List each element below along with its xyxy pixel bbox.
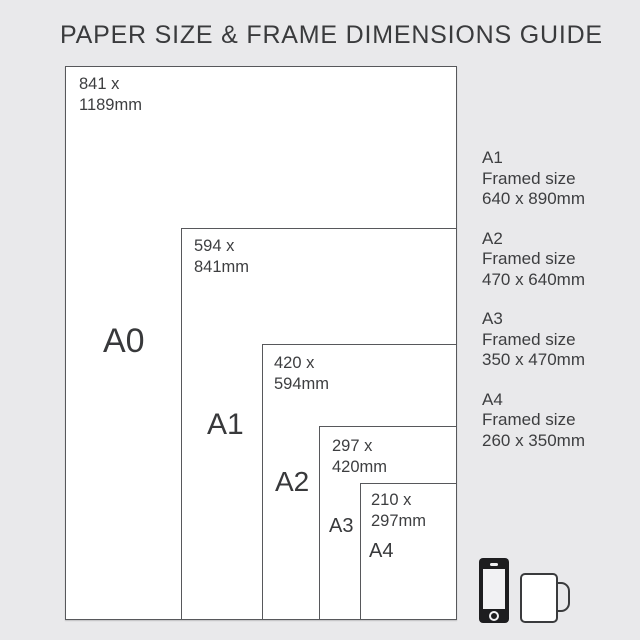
dimension-line: 1189mm	[79, 96, 142, 114]
smartphone-icon	[479, 558, 509, 623]
paper-dimensions-a0	[79, 74, 142, 116]
dimension-line: 210 x	[371, 491, 412, 509]
page-title: PAPER SIZE & FRAME DIMENSIONS GUIDE	[60, 21, 603, 49]
phone-speaker	[490, 563, 498, 566]
phone-home-button	[489, 611, 499, 621]
legend-framed-size-value: 350 x 470mm	[482, 350, 585, 369]
paper-dimensions-a4	[371, 490, 426, 532]
legend-size-label: A3	[482, 309, 503, 328]
paper-label-a3: A3	[329, 515, 354, 537]
legend-framed-size-value: 260 x 350mm	[482, 430, 585, 450]
paper-dimensions-a3	[332, 436, 387, 478]
legend-framed-size-text: Framed size	[482, 249, 576, 268]
paper-dimensions-a2	[274, 353, 329, 395]
legend-size-label: A2	[482, 228, 503, 248]
paper-dimensions-a1	[194, 236, 249, 278]
dimension-line: 594 x	[194, 237, 235, 255]
legend-framed-size-value: 640 x 890mm	[482, 189, 585, 208]
dimension-line: 841mm	[194, 258, 250, 276]
dimension-line: 297 x	[332, 437, 373, 455]
dimension-line: 594mm	[274, 375, 330, 393]
legend-item-a3	[482, 309, 585, 371]
legend-item-a2	[482, 229, 585, 291]
framed-size-legend	[482, 148, 585, 470]
legend-framed-size-text: Framed size	[482, 329, 576, 349]
paper-label-a1: A1	[207, 408, 244, 441]
paper-label-a4: A4	[369, 540, 394, 562]
dimension-line: 420 x	[274, 354, 315, 372]
legend-item-a4	[482, 390, 585, 452]
legend-framed-size-text: Framed size	[482, 410, 576, 429]
paper-label-a0: A0	[103, 322, 145, 360]
dimension-line: 420mm	[332, 458, 388, 476]
legend-size-label: A4	[482, 389, 503, 409]
legend-size-label: A1	[482, 148, 503, 167]
legend-item-a1	[482, 148, 585, 210]
dimension-line: 841 x	[79, 75, 120, 93]
dimension-line: 297mm	[371, 512, 427, 530]
mug-icon	[520, 573, 572, 623]
legend-framed-size-text: Framed size	[482, 168, 576, 188]
paper-label-a2: A2	[275, 466, 310, 497]
mug-body	[520, 573, 558, 623]
legend-framed-size-value: 470 x 640mm	[482, 269, 585, 289]
phone-screen	[483, 569, 505, 609]
